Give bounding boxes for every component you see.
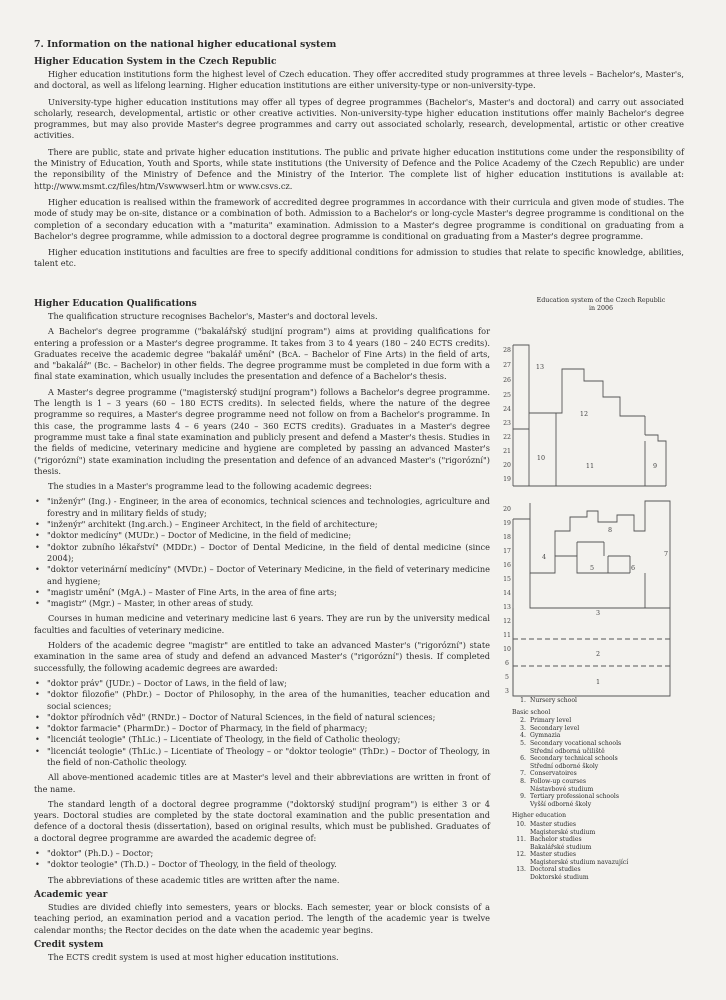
axis-tick: 25 (503, 392, 511, 399)
legend-number: 5. (520, 739, 526, 747)
qualifications-paragraph: A Master's degree programme ("magisterský studijní program") follows a Bachelor's degree programme. The length is 1 – 3 years (60 – 180 ECTS credits). In selected fields, where the nature of the degree programme so requires, a Master's degree programme need not follow on from a Bachelor's programme. In this case, the programme lasts 4 – 6 years (240 – 360 ECTS credits). Graduates in a Master's degree programme must take a final state examination and publicly present and defend a Master's thesis. Studies in the fields of medicine, veterinary medicine and hygiene are completed by passing an advanced Master's ("rigorózní") state examination including the presentation and defence of an advanced Master's ("rigorózní") thesis. (34, 386, 490, 476)
qualifications-paragraph: Holders of the academic degree "magistr" are entitled to take an advanced Master's ("rigorózní") state examination in the same area of study and defend an advanced Master's ("rigorózní") thesis. If completed successfully, the following academic degrees are awarded: (34, 640, 490, 673)
legend-text: Secondary level (530, 724, 580, 732)
legend-text: Secondary technical schools (530, 755, 618, 763)
legend-text: Tertiary professional schools (530, 793, 619, 801)
axis-tick: 5 (505, 674, 509, 681)
list-item: • "inženýr" (Ing.) - Engineer, in the area of economics, technical sciences and technologies, agriculture and forestry and in military fields of study; (47, 496, 490, 519)
legend-number: 6. (520, 755, 526, 763)
box-label: 7 (663, 550, 669, 558)
qualifications-heading: Higher Education Qualifications (34, 299, 197, 309)
list-item: • "doktor práv" (JUDr.) – Doctor of Laws, in the field of law; (47, 678, 490, 689)
axis-tick: 11 (503, 632, 511, 639)
axis-tick: 6 (505, 660, 509, 667)
figure-caption-line: Education system of the Czech Republic (536, 297, 666, 304)
box-label: 4 (541, 553, 547, 561)
legend-subtext: Střední odborné školy (530, 762, 599, 770)
axis-tick: 19 (503, 476, 511, 483)
legend-number: 11. (516, 836, 526, 844)
figure-caption-line: in 2006 (588, 305, 614, 312)
axis-tick: 20 (503, 462, 511, 469)
box-label: 11 (585, 462, 595, 470)
system-paragraph: Higher education institutions and faculties are free to specify additional conditions for admission to studies that relate to specific knowledge, abilities, talent etc. (34, 247, 684, 269)
box-label: 10 (536, 454, 546, 462)
axis-tick: 10 (503, 646, 511, 653)
list-item: • "inženýr" architekt (Ing.arch.) – Engineer Architect, in the field of architecture; (47, 519, 490, 530)
education-system-figure (500, 297, 690, 713)
academic-year-paragraph: Studies are divided chiefly into semesters, years or blocks. Each semester, year or block consists of a teaching period, an examination period and a vacation period. The length of the academic year is twelve calendar months; the Rector decides on the date when the academic year begins. (34, 901, 490, 935)
legend-item (510, 740, 690, 755)
legend-item (510, 717, 690, 725)
axis-tick: 13 (503, 604, 511, 611)
axis-tick: 21 (503, 448, 511, 455)
legend-subtext: Magisterské studium navazující (530, 858, 629, 866)
masters-degree-list (34, 496, 490, 609)
legend-text: Bachelor studies (530, 836, 582, 844)
axis-tick: 20 (503, 506, 511, 513)
list-item: • "magistr" (Mgr.) – Master, in other areas of study. (47, 598, 490, 609)
credit-system-paragraph: The ECTS credit system is used at most higher education institutions. (48, 951, 339, 962)
legend-text: Nursery school (530, 697, 577, 704)
axis-tick: 26 (503, 377, 511, 384)
legend-text: Doctoral studies (530, 866, 581, 874)
legend-heading: Basic school (512, 708, 551, 716)
list-item: • "doktor veterinární medicíny" (MVDr.) – Doctor of Veterinary Medicine, in the field of veterinary medicine and hygiene; (47, 564, 490, 587)
legend-item (510, 770, 690, 778)
qualifications-paragraph: Courses in human medicine and veterinary medicine last 6 years. They are run by the university medical faculties and faculties of veterinary medicine. (34, 613, 490, 635)
legend-text: Follow-up courses (530, 777, 586, 785)
advanced-degree-list (34, 678, 490, 768)
axis-tick: 19 (503, 520, 511, 527)
system-paragraph: There are public, state and private higher education institutions. The public and private higher education institutions come under the responsibility of the Ministry of Education, Youth and Sports, while state institutions (the University of Defence and the Police Academy of the Czech Republic) are under the reponsibility of the Ministry of Defence and the Ministry of the Interior. The complete list of higher education institutions is available at: http://www.msmt.cz/files/htm/Vswwwserl.htm or www.csvs.cz. (34, 146, 684, 191)
box-label: 1 (595, 678, 601, 686)
legend-item (510, 793, 690, 808)
legend-number: 9. (520, 793, 526, 801)
axis-tick: 24 (503, 406, 511, 413)
section-title: 7. Information on the national higher educational system (34, 39, 337, 50)
legend-text: Secondary vocational schools (530, 739, 622, 747)
list-item: • "doktor teologie" (Th.D.) – Doctor of Theology, in the field of theology. (47, 859, 490, 870)
system-paragraph: Higher education institutions form the highest level of Czech education. They offer accredited study programmes at three levels – Bachelor's, Master's, and doctoral, as well as lifelong learning. Higher education institutions are either university-type or non-university-type. (34, 69, 684, 91)
legend-heading: Higher education (512, 812, 567, 820)
legend-text: Conservatoires (530, 770, 577, 778)
legend-item (510, 697, 690, 705)
legend-subtext: Střední odborná učiliště (530, 747, 605, 755)
list-item: • "doktor zubního lékařství" (MDDr.) – Doctor of Dental Medicine, in the field of dental medicine (since 2004); (47, 542, 490, 565)
legend-subtext: Nástavbové studium (530, 785, 594, 793)
legend-item (510, 821, 690, 836)
legend-number: 13. (516, 866, 526, 874)
list-item: • "doktor medicíny" (MUDr.) – Doctor of Medicine, in the field of medicine; (47, 530, 490, 541)
legend-number: 3. (520, 724, 526, 732)
list-item: • "licenciát teologie" (ThLic.) – Licentiate of Theology – or "doktor teologie" (ThDr.) – Doctor of Theology, in the field of non-Catholic theology. (47, 746, 490, 769)
axis-tick: 15 (503, 576, 511, 583)
qualifications-paragraph: The studies in a Master's programme lead to the following academic degrees: (48, 481, 372, 492)
legend-subtext: Bakalářské studium (530, 843, 592, 851)
legend-subtext: Magisterské studium (530, 828, 596, 836)
box-label: 8 (607, 526, 613, 534)
list-item: • "doktor filozofie" (PhDr.) – Doctor of Philosophy, in the area of the humanities, teacher education and social sciences; (47, 689, 490, 712)
box-label: 13 (535, 363, 545, 371)
system-paragraph: Higher education is realised within the framework of accredited degree programmes in accordance with their curricula and given mode of studies. The mode of study may be on-site, distance or a combination of both. Admission to a Bachelor's or long-cycle Master's degree programme is conditional on the completion of a secondary education with a "maturita" examination. Admission to a Master's degree programme is conditional on graduating from a Bachelor's degree programme, while admission to a doctoral degree programme is conditional on graduating from a Master's degree programme. (34, 196, 684, 241)
legend-text: Master studies (530, 820, 576, 828)
academic-year-heading: Academic year (34, 889, 108, 900)
legend-item (510, 866, 690, 881)
box-label: 12 (579, 410, 589, 418)
axis-tick: 28 (503, 347, 511, 354)
list-item: • "doktor přírodních věd" (RNDr.) – Doctor of Natural Sciences, in the field of natural sciences; (47, 712, 490, 723)
list-item: • "magistr umění" (MgA.) – Master of Fine Arts, in the area of fine arts; (47, 587, 490, 598)
box-label: 6 (630, 564, 636, 572)
doctoral-degree-list (34, 848, 490, 871)
system-paragraph: University-type higher education institutions may offer all types of degree programmes (Bachelor's, Master's and doctoral) and carry out associated scholarly, research, developmental, artistic or other creative activities. Non-university-type higher education institutions offer mainly Bachelor's degree programmes, but may also provide Master's degree programmes and carry out associated scholarly, research, developmental, artistic or other creative activities. (34, 96, 684, 141)
box-label: 3 (595, 609, 601, 617)
qualifications-paragraph: All above-mentioned academic titles are at Master's level and their abbreviations are written in front of the name. (34, 772, 490, 794)
qualifications-paragraph: The abbreviations of these academic titles are written after the name. (48, 874, 340, 885)
box-label: 9 (652, 462, 658, 470)
list-item: • "doktor" (Ph.D.) – Doctor; (47, 848, 490, 859)
axis-tick: 12 (503, 618, 511, 625)
legend-item (510, 836, 690, 851)
axis-tick: 3 (505, 688, 509, 695)
axis-tick: 14 (503, 590, 511, 597)
axis-tick: 16 (503, 562, 511, 569)
qualifications-paragraph: A Bachelor's degree programme ("bakalářský studijní program") aims at providing qualifications for entering a profession or a Master's degree programme. It takes from 3 to 4 years (180 – 240 ECTS credits). Graduates receive the academic degree "bakalář umění" (BcA. – Bachelor of Fine Arts) in the field of arts, and "bakalář" (Bc. – Bachelor) in other fields. The degree programme must be completed in due form with a final state examination, which usually includes the presentation and defence of a Bachelor's thesis. (34, 326, 490, 382)
legend-number: 12. (516, 851, 526, 859)
list-item: • "licenciát teologie" (ThLic.) – Licentiate of Theology, in the field of Catholic theology; (47, 734, 490, 745)
legend-subtext: Vyšší odborné školy (530, 800, 592, 808)
box-label: 2 (595, 650, 601, 658)
system-heading: Higher Education System in the Czech Republic (34, 57, 277, 67)
axis-tick: 27 (503, 362, 511, 369)
figure-caption (512, 297, 690, 313)
legend-number: 7. (520, 770, 526, 778)
axis-tick: 18 (503, 534, 511, 541)
education-system-diagram (500, 313, 690, 709)
legend-text: Gymnazia (530, 732, 561, 740)
qualifications-paragraph: The qualification structure recognises Bachelor's, Master's and doctoral levels. (48, 311, 378, 321)
national-system-section (34, 39, 684, 275)
legend-subtext: Doktorské studium (530, 874, 589, 882)
axis-tick: 23 (503, 420, 511, 427)
legend-item (510, 755, 690, 770)
legend-number: 10. (516, 820, 526, 828)
legend-item (510, 778, 690, 793)
legend-number: 1. (520, 697, 526, 704)
legend-number: 4. (520, 732, 526, 740)
box-label: 5 (589, 564, 595, 572)
qualifications-paragraph: The standard length of a doctoral degree programme ("doktorský studijní program") is either 3 or 4 years. Doctoral studies are completed by the state doctoral examination and the public presentation and defence of a doctoral thesis (dissertation), based on original results, which must be published. Graduates of a doctoral degree programme are awarded the academic degree of: (34, 798, 490, 843)
list-item: • "doktor farmacie" (PharmDr.) – Doctor of Pharmacy, in the field of pharmacy; (47, 723, 490, 734)
legend-number: 8. (520, 777, 526, 785)
legend-text: Primary level (530, 717, 572, 725)
axis-tick: 22 (503, 434, 511, 441)
credit-system-heading: Credit system (34, 939, 104, 950)
legend-item (510, 851, 690, 866)
axis-tick: 17 (503, 548, 511, 555)
legend-item (510, 725, 690, 733)
qualifications-column (34, 297, 490, 967)
legend-number: 2. (520, 717, 526, 725)
legend-text: Master studies (530, 851, 576, 859)
legend-item (510, 732, 690, 740)
figure-legend (510, 697, 690, 882)
